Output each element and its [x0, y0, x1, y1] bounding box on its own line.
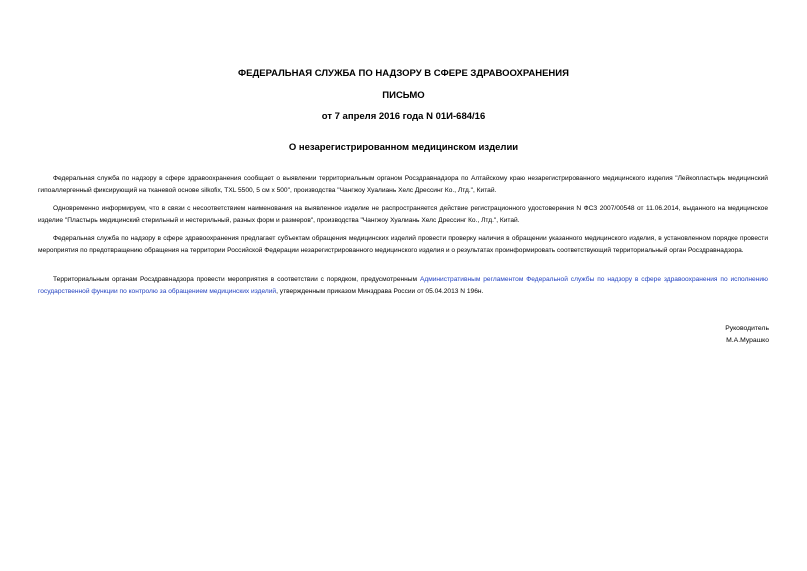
signatory-title: Руководитель: [725, 325, 769, 332]
document-type: ПИСЬМО: [382, 90, 425, 101]
body-paragraph-2: Одновременно информируем, что в связи с несоответствием наименования на выявленное изделие не распространяется действие регистрационного удостоверения N ФСЗ 2007/00548 от 11.06.2014, выданного на медицинское изделие "Пластырь медицинский стерильный и нестерильный, разных форм и размеров", производства "Чангжоу Хуалиань Хелс Дрессинг Ко., Лтд.", Китай.: [38, 205, 768, 224]
paragraph-4-text-start: Территориальным органам Росздравнадзора провести мероприятия в соответствии с порядком, предусмотренным: [53, 276, 420, 283]
signatory-name: М.А.Мурашко: [726, 337, 769, 344]
body-paragraph-4: [38, 274, 768, 297]
document-date-number: от 7 апреля 2016 года N 01И-684/16: [321, 111, 486, 122]
body-paragraph-3: Федеральная служба по надзору в сфере здравоохранения предлагает субъектам обращения медицинских изделий провести проверку наличия в обращении указанного медицинского изделия, в установленном порядке провести мероприятия по предотвращению обращения на территории Российской Федерации незарегистрированного медицинского изделия и о результатах проинформировать соответствующий территориальный орган Росздравнадзора.: [38, 235, 768, 254]
paragraph-4-text-end: , утвержденным приказом Минздрава России от 05.04.2013 N 196н.: [276, 287, 484, 295]
document-subject: О незарегистрированном медицинском изделии: [288, 142, 519, 153]
regulation-link[interactable]: Административным регламентом Федеральной службы по надзору в сфере здравоохранения по исполнению государственной функции по контролю за обращением медицинских изделий: [38, 276, 768, 295]
signature-block: [725, 323, 769, 347]
body-paragraph-1: Федеральная служба по надзору в сфере здравоохранения сообщает о выявлении территориальным органом Росздравнадзора по Алтайскому краю незарегистрированного медицинского изделия "Лейкопластырь медицинский гипоаллергенный фиксирующий на тканевой основе silkofix, TXL 5500, 5 см х 500", производства "Чангжоу Хуалиань Хелс Дрессинг Ко., Лтд.", Китай.: [38, 175, 768, 194]
agency-title: ФЕДЕРАЛЬНАЯ СЛУЖБА ПО НАДЗОРУ В СФЕРЕ ЗДРАВООХРАНЕНИЯ: [238, 68, 569, 79]
